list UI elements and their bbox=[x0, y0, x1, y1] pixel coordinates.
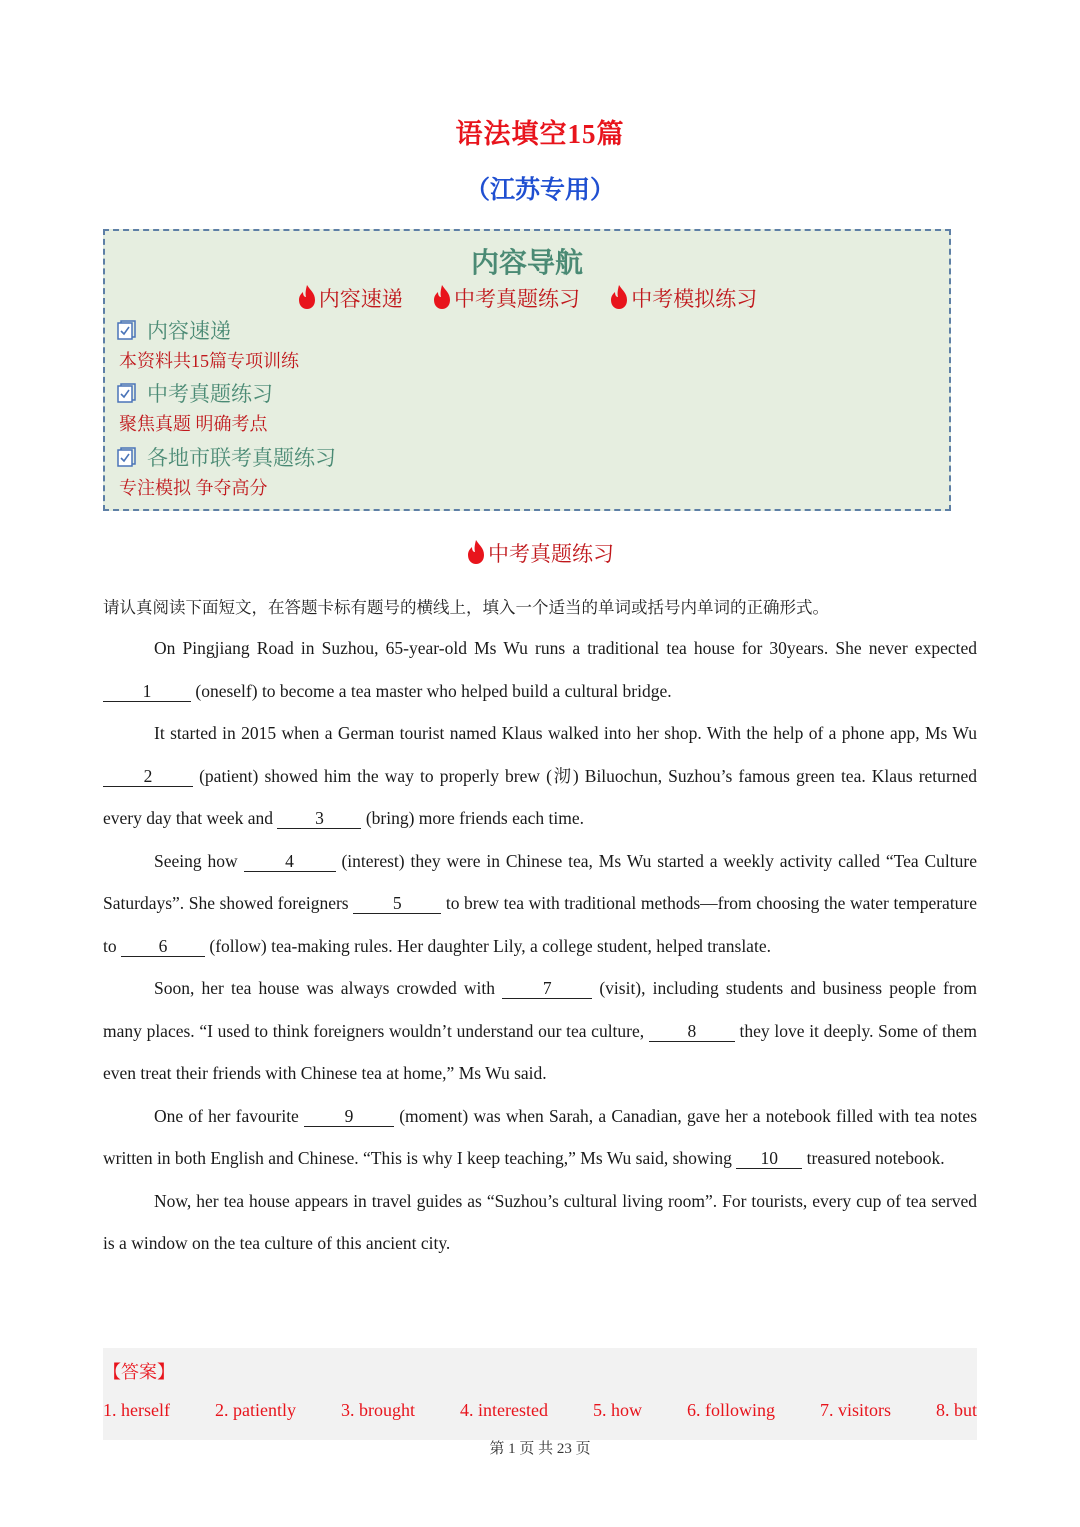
answer-blank[interactable]: 6 bbox=[121, 936, 205, 957]
section-heading-label: 中考真题练习 bbox=[488, 542, 614, 566]
nav-link-mock-practice[interactable] bbox=[609, 283, 757, 313]
passage bbox=[103, 627, 977, 1265]
flame-icon bbox=[297, 284, 317, 310]
nav-link-content[interactable] bbox=[297, 283, 403, 313]
document-check-icon bbox=[117, 383, 137, 403]
passage-paragraph: Seeing how 4 (interest) they were in Chinese tea, Ms Wu started a weekly activity called “Tea Culture Saturdays”. She showed foreigners 5 to brew tea with traditional methods—from choosing the water temperature to 6 (follow) tea-making rules. Her daughter Lily, a college student, helped translate. bbox=[103, 850, 978, 956]
document-check-icon bbox=[117, 320, 137, 340]
answer-blank[interactable]: 9 bbox=[304, 1106, 394, 1127]
answer-item: 8. but bbox=[935, 1400, 977, 1420]
nav-section-label: 中考真题练习 bbox=[147, 382, 273, 406]
nav-section-label: 内容速递 bbox=[147, 319, 231, 343]
nav-section-exam-practice bbox=[117, 378, 273, 408]
answer-blank[interactable]: 3 bbox=[277, 808, 361, 829]
nav-section-desc: 本资料共15篇专项训练 bbox=[119, 351, 299, 371]
flame-icon bbox=[609, 284, 629, 310]
answer-item: 1. herself bbox=[103, 1400, 170, 1420]
document-check-icon bbox=[117, 447, 137, 467]
nav-section-desc: 专注模拟 争夺高分 bbox=[119, 478, 268, 498]
flame-icon bbox=[466, 539, 486, 565]
nav-link-label: 中考真题练习 bbox=[454, 287, 580, 311]
nav-title: 内容导航 bbox=[470, 248, 583, 279]
nav-link-label: 中考模拟练习 bbox=[631, 287, 758, 311]
passage-paragraph: Soon, her tea house was always crowded with 7 (visit), including students and business people from many places. “I used to think foreigners wouldn’t understand our tea culture, 8 they love it deeply. Some of them even treat their friends with Chinese tea at home,” Ms Wu said. bbox=[103, 978, 978, 1083]
answer-blank[interactable]: 10 bbox=[736, 1148, 802, 1169]
flame-icon bbox=[432, 284, 452, 310]
answer-item: 6. following bbox=[686, 1400, 775, 1420]
answer-blank[interactable]: 1 bbox=[103, 681, 191, 702]
answer-blank[interactable]: 7 bbox=[502, 978, 592, 999]
passage-paragraph: Now, her tea house appears in travel guides as “Suzhou’s cultural living room”. For tourists, every cup of tea served is a window on the tea culture of this ancient city. bbox=[103, 1190, 977, 1253]
nav-link-label: 内容速递 bbox=[318, 287, 403, 311]
passage-paragraph: On Pingjiang Road in Suzhou, 65-year-old Ms Wu runs a traditional tea house for 30years. She never expected 1 (oneself) to become a tea master who helped build a cultural bridge. bbox=[103, 627, 977, 712]
document-subtitle: （江苏专用） bbox=[464, 177, 615, 204]
answer-item: 5. how bbox=[592, 1400, 642, 1420]
instruction-text: 请认真阅读下面短文，在答题卡标有题号的横线上，填入一个适当的单词或括号内单词的正确形式。 bbox=[103, 598, 829, 617]
nav-link-exam-practice[interactable] bbox=[432, 283, 580, 313]
answer-blank[interactable]: 2 bbox=[103, 766, 193, 787]
answer-blank[interactable]: 4 bbox=[244, 851, 336, 872]
answer-label: 【答案】 bbox=[103, 1362, 175, 1382]
passage-paragraph: It started in 2015 when a German tourist named Klaus walked into her shop. With the help of a phone app, Ms Wu 2 (patient) showed him the way to properly brew (沏) Biluochun, Suzhou’s famous green tea. Klaus returned every day that week and 3 (bring) more friends each time. bbox=[103, 723, 978, 828]
answer-blank[interactable]: 8 bbox=[649, 1021, 735, 1042]
answer-blank[interactable]: 5 bbox=[353, 893, 441, 914]
nav-section-desc: 聚焦真题 明确考点 bbox=[119, 414, 268, 434]
answer-item: 3. brought bbox=[340, 1400, 415, 1420]
passage-paragraph: One of her favourite 9 (moment) was when Sarah, a Canadian, gave her a notebook filled with tea notes written in both English and Chinese. “This is why I keep teaching,” Ms Wu said, showing 10 treasured notebook. bbox=[103, 1105, 978, 1168]
nav-section-content bbox=[117, 315, 231, 345]
section-heading bbox=[0, 538, 1080, 568]
page-number-footer: 第 1 页 共 23 页 bbox=[489, 1441, 591, 1457]
content-navigation-box bbox=[103, 229, 951, 511]
nav-section-label: 各地市联考真题练习 bbox=[147, 446, 336, 470]
answer-item: 7. visitors bbox=[819, 1400, 891, 1420]
answer-list bbox=[103, 1400, 977, 1421]
answer-section bbox=[103, 1348, 977, 1440]
nav-links bbox=[105, 283, 949, 313]
answer-item: 2. patiently bbox=[214, 1400, 296, 1420]
document-title: 语法填空15篇 bbox=[455, 119, 625, 149]
nav-section-regional-practice bbox=[117, 442, 336, 472]
answer-item: 4. interested bbox=[459, 1400, 548, 1420]
